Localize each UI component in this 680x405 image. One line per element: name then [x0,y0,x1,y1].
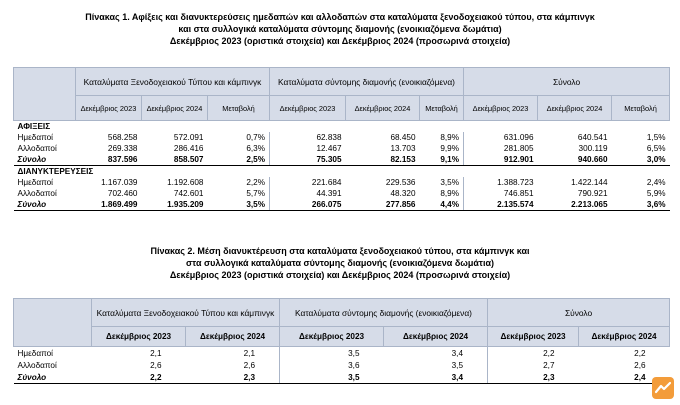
table-cell: 9,1% [420,154,464,166]
table-cell: 3,5 [280,371,384,384]
table-cell: 1.167.039 [101,178,138,187]
table-cell: 9,9% [420,143,464,154]
table-cell: 281.805 [503,144,534,153]
row-label: Αλλοδαποί [17,189,57,198]
table-cell: 858.507 [142,154,208,166]
table-cell: 68.450 [390,133,416,142]
table-cell: 940.660 [538,154,612,166]
col-header-dec2024: Δεκέμβριος 2024 [384,327,488,347]
table-cell: 266.075 [270,199,346,211]
table-cell: 2,1 [186,347,280,360]
table1-title-line: και στα συλλογικά καταλύματα σύντομης διαμονής (ενοικιαζόμενα δωμάτια) [178,24,502,34]
table-cell: 1.388.723 [497,178,534,187]
row-label: Ημεδαποί [17,348,53,358]
table-cell: 221.684 [311,178,342,187]
row-label: Ημεδαποί [17,133,53,142]
table-cell: 269.338 [107,144,138,153]
table-cell: 1.935.209 [142,199,208,211]
table-cell: 12.467 [316,144,342,153]
table-cell: 2.135.574 [464,199,538,211]
table-cell: 837.596 [76,154,142,166]
col-header-dec2024: Δεκέμβριος 2024 [186,327,280,347]
table-cell: 2,2 [634,348,646,358]
table-cell: 1,5% [646,133,666,142]
table-row [14,359,670,371]
table-cell: 2,3 [186,371,280,384]
table-row [14,177,670,188]
table-cell: 790.921 [577,189,608,198]
table-row [14,154,670,166]
table-cell: 3,4 [384,347,488,360]
section-title: ΑΦΙΞΕΙΣ [17,122,51,131]
table-cell: 2,4 [579,371,670,384]
table-cell: 746.851 [503,189,534,198]
table-cell: 742.601 [173,189,204,198]
table-cell: 2,1 [150,348,162,358]
col-header-dec2023: Δεκέμβριος 2023 [280,327,384,347]
table-cell: 75.305 [270,154,346,166]
row-label: Αλλοδαποί [17,144,57,153]
table-row [14,143,670,154]
table2-title [0,245,680,281]
table-cell: 2,6 [186,359,280,371]
table-cell: 82.153 [346,154,420,166]
col-header-dec2023: Δεκέμβριος 2023 [76,96,142,121]
table-cell: 3,6% [612,199,670,211]
chart-logo-icon [652,377,674,399]
row-label: Ημεδαποί [17,178,53,187]
table-cell: 631.096 [503,133,534,142]
row-label: Σύνολο [14,199,76,211]
table-cell: 8,9% [420,132,464,143]
row-label: Αλλοδαποί [17,360,57,370]
table-cell: 1.422.144 [571,178,608,187]
table-cell: 3,0% [612,154,670,166]
table-cell: 2,6 [150,360,162,370]
average-stay-table [13,298,670,384]
table-cell: 572.091 [173,133,204,142]
table-cell: 640.541 [577,133,608,142]
table-cell: 2,7 [543,360,555,370]
table-cell: 2,5% [208,154,270,166]
row-label: Σύνολο [14,154,76,166]
table-cell: 3,5% [420,177,464,188]
group-header-hotel: Καταλύματα Ξενοδοχειακού Τύπου και κάμπινγκ [92,299,280,327]
table-cell: 3,4 [384,371,488,384]
table2-title-line: Πίνακας 2. Μέση διανυκτέρευση στα καταλύματα ξενοδοχειακού τύπου, στα κάμπινγκ και [150,246,530,256]
table-cell: 1.192.608 [167,178,204,187]
group-header-hotel: Καταλύματα Ξενοδοχειακού Τύπου και κάμπινγκ [76,68,270,96]
table-cell: 2,2% [208,177,270,188]
group-header-short-stay: Καταλύματα σύντομης διαμονής (ενοικιαζόμενα) [270,68,464,96]
table-cell: 62.838 [316,133,342,142]
table-cell: 4,4% [420,199,464,211]
table-cell: 702.460 [107,189,138,198]
col-header-dec2024: Δεκέμβριος 2024 [346,96,420,121]
table-cell: 3,5% [208,199,270,211]
header-corner [14,68,76,121]
group-header-total: Σύνολο [488,299,670,327]
table-cell: 286.416 [173,144,204,153]
table-cell: 2,2 [92,371,186,384]
table-cell: 568.258 [107,133,138,142]
table-cell: 2,3 [488,371,579,384]
table-cell: 912.901 [464,154,538,166]
table-cell: 0,7% [208,132,270,143]
table-cell: 1.869.499 [76,199,142,211]
col-header-dec2023: Δεκέμβριος 2023 [464,96,538,121]
table1-title-line: Δεκέμβριος 2023 (οριστικά στοιχεία) και Δεκέμβριος 2024 (προσωρινά στοιχεία) [169,36,511,46]
table-row [14,199,670,211]
table2-title-line: στα συλλογικά καταλύματα σύντομης διαμονής (ενοικιαζόμενα δωμάτια) [186,258,494,268]
col-header-dec2024: Δεκέμβριος 2024 [579,327,670,347]
arrivals-overnights-table [13,67,670,211]
table-cell: 3,5 [348,348,360,358]
table-cell: 48.320 [390,189,416,198]
table-row [14,347,670,360]
group-header-total: Σύνολο [464,68,670,96]
table-cell: 13.703 [390,144,416,153]
table-row [14,132,670,143]
table-cell: 5,7% [208,188,270,199]
table-cell: 5,9% [646,189,666,198]
table-cell: 44.391 [316,189,342,198]
table-cell: 3,5 [384,359,488,371]
table1-title-line: Πίνακας 1. Αφίξεις και διανυκτερεύσεις ημεδαπών και αλλοδαπών στα καταλύματα ξενοδοχειακού τύπου, στα κάμπινγκ [85,12,595,22]
section-title: ΔΙΑΝΥΚΤΕΡΕΥΣΕΙΣ [17,167,94,176]
row-label: Σύνολο [14,371,92,384]
table1-title [0,11,680,47]
table2-title-line: Δεκέμβριος 2023 (οριστικά στοιχεία) και Δεκέμβριος 2024 (προσωρινά στοιχεία) [169,270,511,280]
col-header-change: Μεταβολή [208,96,270,121]
table-cell: 229.536 [385,178,416,187]
table-cell: 2,4% [646,178,666,187]
table-row [14,371,670,384]
col-header-dec2023: Δεκέμβριος 2023 [270,96,346,121]
col-header-change: Μεταβολή [420,96,464,121]
col-header-dec2024: Δεκέμβριος 2024 [142,96,208,121]
table-cell: 6,3% [208,143,270,154]
table-cell: 2,6 [634,360,646,370]
col-header-change: Μεταβολή [612,96,670,121]
col-header-dec2024: Δεκέμβριος 2024 [538,96,612,121]
table-cell: 8,9% [420,188,464,199]
section-header-row [14,166,670,178]
section-header-row [14,121,670,133]
table-cell: 300.119 [578,144,608,153]
group-header-short-stay: Καταλύματα σύντομης διαμονής (ενοικιαζόμενα) [280,299,488,327]
table-cell: 3,6 [348,360,360,370]
table-cell: 2,2 [543,348,555,358]
table-cell: 2.213.065 [538,199,612,211]
table-row [14,188,670,199]
col-header-dec2023: Δεκέμβριος 2023 [92,327,186,347]
table-cell: 6,5% [646,144,666,153]
table-cell: 277.856 [346,199,420,211]
header-corner [14,299,92,347]
col-header-dec2023: Δεκέμβριος 2023 [488,327,579,347]
